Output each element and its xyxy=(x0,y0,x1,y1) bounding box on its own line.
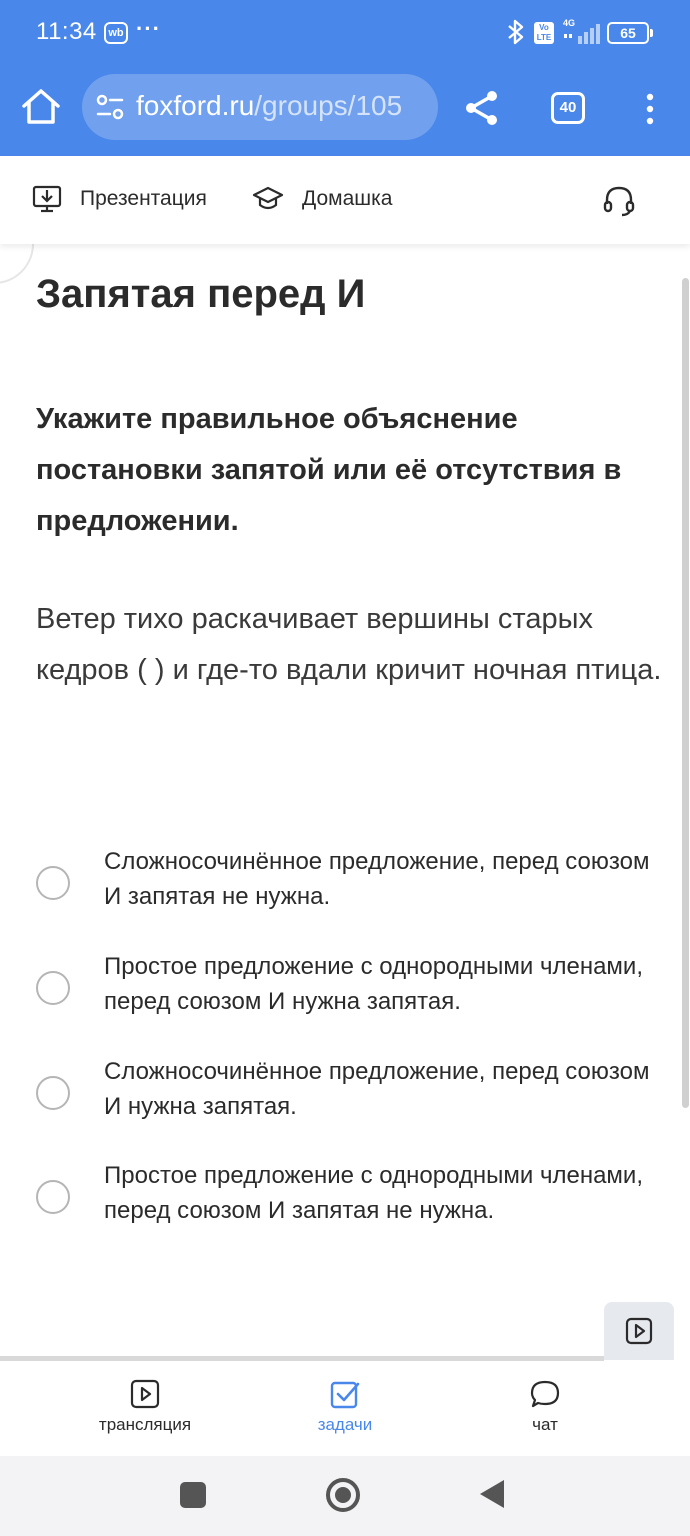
system-navigation-bar xyxy=(0,1456,690,1536)
wb-app-icon: wb xyxy=(104,22,128,44)
nav-broadcast-label: трансляция xyxy=(98,1415,192,1434)
task-sentence: Ветер тихо раскачивает вершины старых кедров ( ) и где-то вдали кричит ночная птица. xyxy=(36,603,662,686)
network-type: 4G xyxy=(563,18,576,28)
answer-option-label: Простое предложение с однородными членами, перед союзом И запятая не нужна. xyxy=(104,1162,644,1224)
presentation-label: Презентация xyxy=(80,187,207,210)
answer-option-1[interactable] xyxy=(36,848,656,944)
radio-button[interactable] xyxy=(36,1180,70,1214)
address-bar[interactable] xyxy=(82,74,438,140)
bottom-navigation xyxy=(0,1361,690,1456)
answer-option-2[interactable] xyxy=(36,953,656,1049)
tasks-checkbox-icon xyxy=(330,1379,360,1409)
url-path: /groups/105 xyxy=(254,90,403,121)
download-presentation-icon xyxy=(32,184,62,214)
answer-option-label: Простое предложение с однородными членами, перед союзом И нужна запятая. xyxy=(104,953,644,1015)
battery-tip xyxy=(650,29,653,37)
nav-tasks-label: задачи xyxy=(317,1415,373,1434)
nav-chat[interactable] xyxy=(475,1379,615,1435)
more-notifications-icon: ··· xyxy=(136,16,161,41)
battery-level: 65 xyxy=(620,25,636,41)
url-text[interactable] xyxy=(136,90,402,122)
radio-button[interactable] xyxy=(36,971,70,1005)
graduation-cap-icon xyxy=(252,184,284,214)
home-button-icon[interactable] xyxy=(326,1478,360,1512)
nav-tasks[interactable] xyxy=(275,1379,415,1435)
chat-bubble-icon xyxy=(530,1379,560,1409)
signal-icon xyxy=(560,20,602,46)
answer-option-label: Сложносочинённое предложение, перед союзом И запятая не нужна. xyxy=(104,848,650,910)
task-question: Укажите правильное объяснение постановки запятой или её отсутствия в предложении. xyxy=(36,403,622,537)
headset-icon[interactable] xyxy=(602,184,636,218)
presentation-button[interactable] xyxy=(32,184,207,214)
tabs-count-button[interactable]: 40 xyxy=(551,92,585,124)
overflow-menu-icon[interactable] xyxy=(640,92,660,126)
radio-button[interactable] xyxy=(36,1076,70,1110)
scrollbar[interactable] xyxy=(682,278,689,1108)
site-settings-icon[interactable] xyxy=(96,94,124,120)
browser-header xyxy=(0,0,690,156)
answer-option-4[interactable] xyxy=(36,1162,656,1258)
share-icon[interactable] xyxy=(462,88,502,128)
answer-option-3[interactable] xyxy=(36,1058,656,1154)
answer-option-label: Сложносочинённое предложение, перед союзом И нужна запятая. xyxy=(104,1058,650,1120)
back-icon[interactable] xyxy=(480,1480,504,1508)
recent-apps-icon[interactable] xyxy=(180,1482,206,1508)
broadcast-play-icon xyxy=(130,1379,160,1409)
nav-broadcast[interactable] xyxy=(75,1379,215,1435)
bluetooth-icon xyxy=(504,18,528,46)
lesson-toolbar xyxy=(0,156,690,244)
radio-button[interactable] xyxy=(36,866,70,900)
nav-chat-label: чат xyxy=(532,1415,558,1434)
home-icon[interactable] xyxy=(20,86,62,128)
video-float-button[interactable] xyxy=(604,1302,674,1360)
status-time: 11:34 xyxy=(36,18,97,45)
homework-label: Домашка xyxy=(302,187,393,210)
url-host: foxford.ru xyxy=(136,90,255,121)
task-title: Запятая перед И xyxy=(36,272,366,316)
play-video-icon xyxy=(625,1317,653,1345)
homework-button[interactable] xyxy=(252,184,392,214)
battery-icon xyxy=(607,22,649,44)
volte-icon: Vo LTE xyxy=(534,22,554,44)
